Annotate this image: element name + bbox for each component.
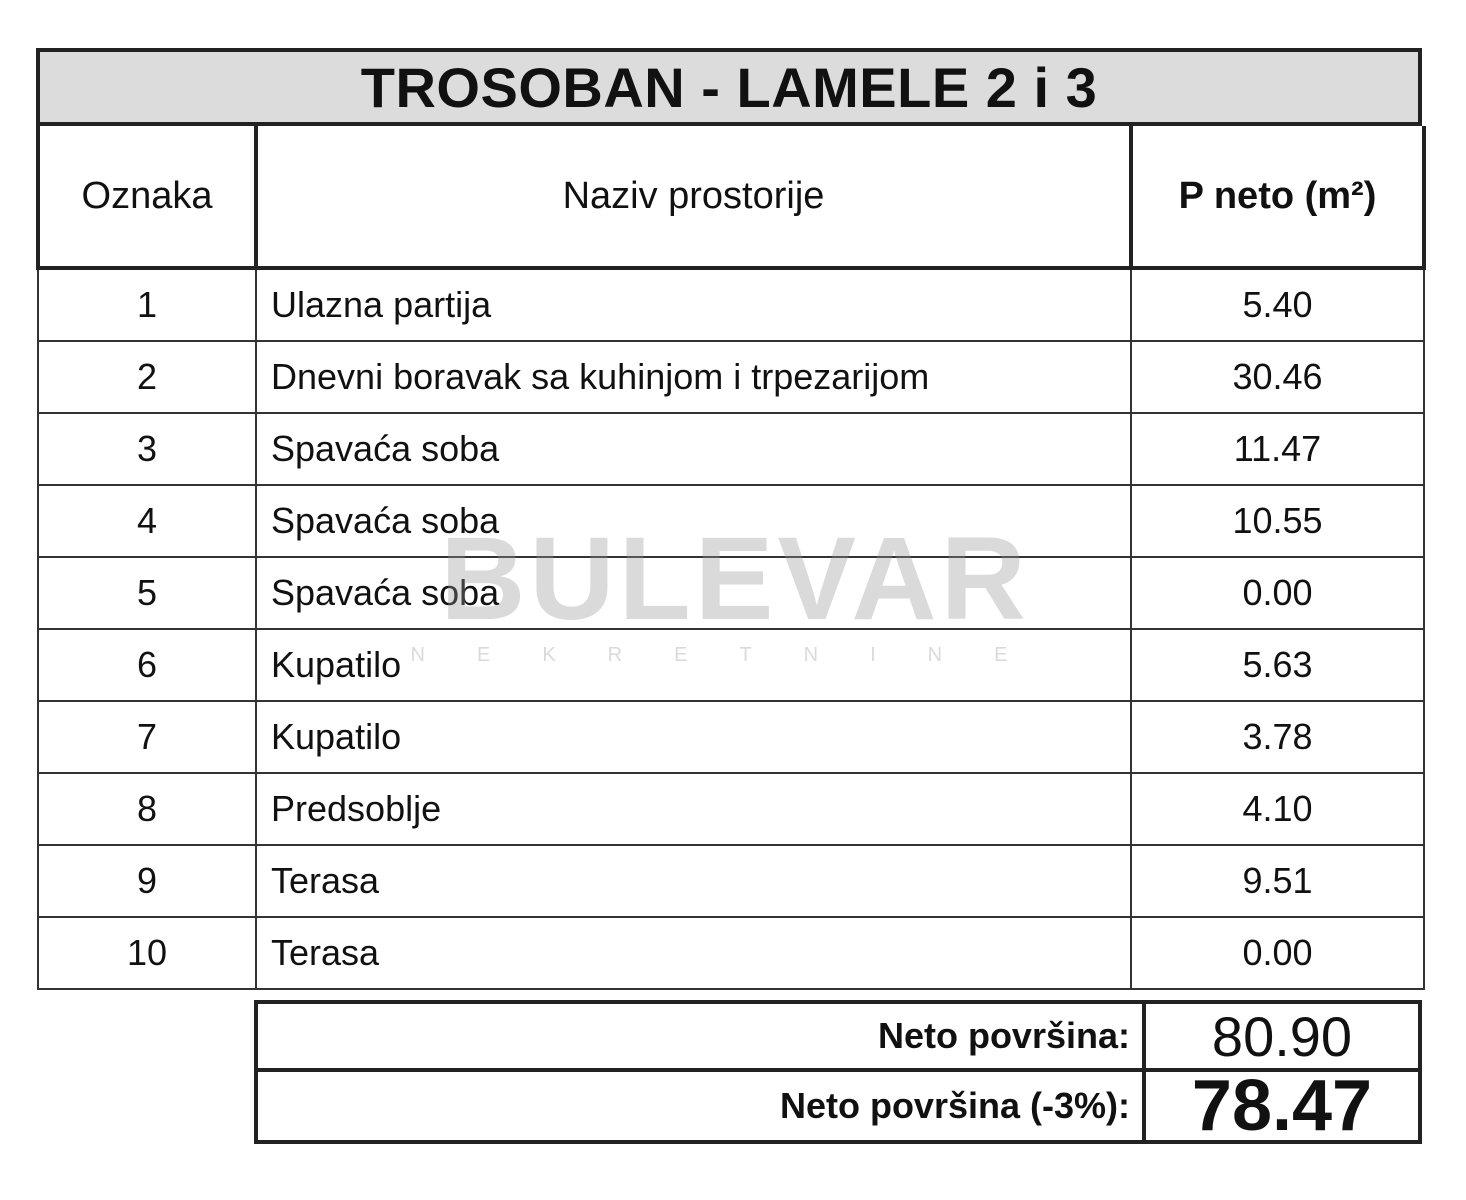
table-row	[38, 629, 1424, 701]
table-row	[38, 485, 1424, 557]
row-area: 0.00	[1131, 917, 1424, 989]
row-area: 10.55	[1131, 485, 1424, 557]
area-document	[36, 48, 1422, 990]
net-area-label: Neto površina:	[258, 1004, 1146, 1068]
row-code: 10	[38, 917, 256, 989]
row-name: Dnevni boravak sa kuhinjom i trpezarijom	[256, 341, 1131, 413]
header-name: Naziv prostorije	[256, 126, 1131, 268]
table-header-row	[38, 126, 1424, 268]
table-row	[38, 268, 1424, 341]
row-area: 0.00	[1131, 557, 1424, 629]
row-code: 5	[38, 557, 256, 629]
net-area-reduced-value: 78.47	[1191, 1066, 1373, 1146]
watermark-main-text: BULEVAR	[440, 513, 1030, 645]
net-area-row	[254, 1000, 1422, 1072]
row-code: 1	[38, 268, 256, 341]
table-row	[38, 341, 1424, 413]
header-area: P neto (m²)	[1131, 126, 1424, 268]
row-area: 5.40	[1131, 268, 1424, 341]
row-name: Ulazna partija	[256, 268, 1131, 341]
row-name: Spavaća soba	[256, 485, 1131, 557]
row-name: Spavaća soba	[256, 557, 1131, 629]
row-code: 4	[38, 485, 256, 557]
net-area-reduced-label: Neto površina (-3%):	[258, 1072, 1146, 1140]
row-name: Spavaća soba	[256, 413, 1131, 485]
row-name: Kupatilo	[256, 701, 1131, 773]
row-name: Predsoblje	[256, 773, 1131, 845]
header-code: Oznaka	[38, 126, 256, 268]
table-row	[38, 845, 1424, 917]
row-area: 30.46	[1131, 341, 1424, 413]
row-name: Terasa	[256, 917, 1131, 989]
document-title: TROSOBAN - LAMELE 2 i 3	[36, 48, 1422, 126]
row-area: 3.78	[1131, 701, 1424, 773]
table-row	[38, 557, 1424, 629]
table-row	[38, 413, 1424, 485]
table-row	[38, 773, 1424, 845]
row-area: 11.47	[1131, 413, 1424, 485]
row-code: 6	[38, 629, 256, 701]
row-area: 4.10	[1131, 773, 1424, 845]
totals-block	[254, 1000, 1422, 1144]
row-code: 8	[38, 773, 256, 845]
row-code: 9	[38, 845, 256, 917]
table-row	[38, 701, 1424, 773]
net-area-reduced-row	[254, 1066, 1422, 1146]
table-body	[38, 268, 1424, 989]
table-row	[38, 917, 1424, 989]
row-code: 7	[38, 701, 256, 773]
row-area: 5.63	[1131, 629, 1424, 701]
row-name: Terasa	[256, 845, 1131, 917]
rooms-table	[36, 126, 1426, 990]
row-code: 3	[38, 413, 256, 485]
net-area-value: 80.90	[1211, 1004, 1353, 1068]
row-name: Kupatilo	[256, 629, 1131, 701]
watermark-sub-text: NEKRETNINE	[410, 644, 1060, 666]
row-area: 9.51	[1131, 845, 1424, 917]
row-code: 2	[38, 341, 256, 413]
